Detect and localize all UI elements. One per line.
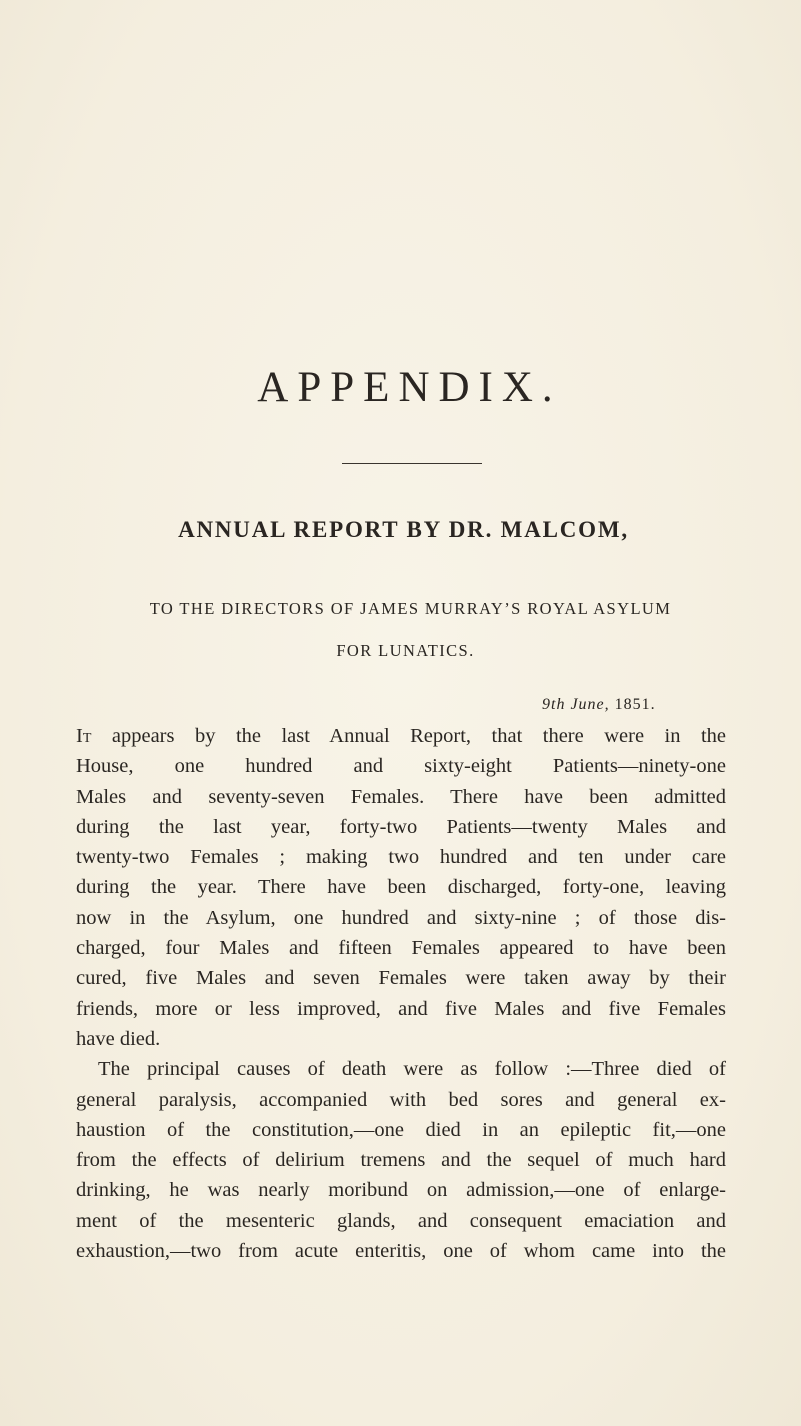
text-line: now in the Asylum, one hundred and sixty-nine ; of those dis- [76, 906, 726, 929]
addressee-line-1: TO THE DIRECTORS OF JAMES MURRAY’S ROYAL ASYLUM [149, 599, 672, 618]
text-line: exhaustion,—two from acute enteritis, one of whom came into the [76, 1240, 726, 1263]
text-line: friends, more or less improved, and five Males and five Females [76, 997, 726, 1020]
text-line: have died. [76, 1027, 161, 1050]
text-line: drinking, he was nearly moribund on admission,—one of enlarge- [76, 1179, 726, 1202]
report-date [542, 697, 656, 713]
text-line: during the last year, forty-two Patients—twenty Males and [76, 815, 726, 838]
report-date-day: 9th June, [542, 696, 610, 713]
addressee-line-2: FOR LUNATICS. [336, 641, 475, 660]
first-word: It [76, 725, 92, 747]
report-title: ANNUAL REPORT BY DR. MALCOM, [178, 517, 629, 542]
text-line: during the year. There have been discharged, forty-one, leaving [76, 876, 726, 899]
text-line: appears by the last Annual Report, that there were in the [111, 725, 726, 747]
paragraph-1-line-1 [76, 721, 726, 751]
paragraph-1 [76, 721, 726, 1054]
text-line: The principal causes of death were as follow :—Three died of [98, 1058, 726, 1081]
paragraph-2 [76, 1054, 726, 1266]
text-line: Males and seventy-seven Females. There have been admitted [76, 785, 726, 808]
text-line: cured, five Males and seven Females were taken away by their [76, 967, 726, 990]
text-line: general paralysis, accompanied with bed sores and general ex- [76, 1088, 726, 1111]
text-line: ment of the mesenteric glands, and consequent emaciation and [76, 1209, 726, 1232]
report-date-year: 1851. [614, 696, 656, 713]
text-line: from the effects of delirium tremens and the sequel of much hard [76, 1149, 726, 1172]
appendix-title: APPENDIX. [257, 364, 562, 411]
text-line: charged, four Males and fifteen Females appeared to have been [76, 937, 726, 960]
text-line: twenty-two Females ; making two hundred and ten under care [76, 846, 726, 869]
text-line: haustion of the constitution,—one died in an epileptic fit,—one [76, 1118, 726, 1141]
report-body [76, 721, 726, 1266]
title-divider [342, 463, 482, 464]
text-line: House, one hundred and sixty-eight Patients—ninety-one [76, 755, 726, 778]
